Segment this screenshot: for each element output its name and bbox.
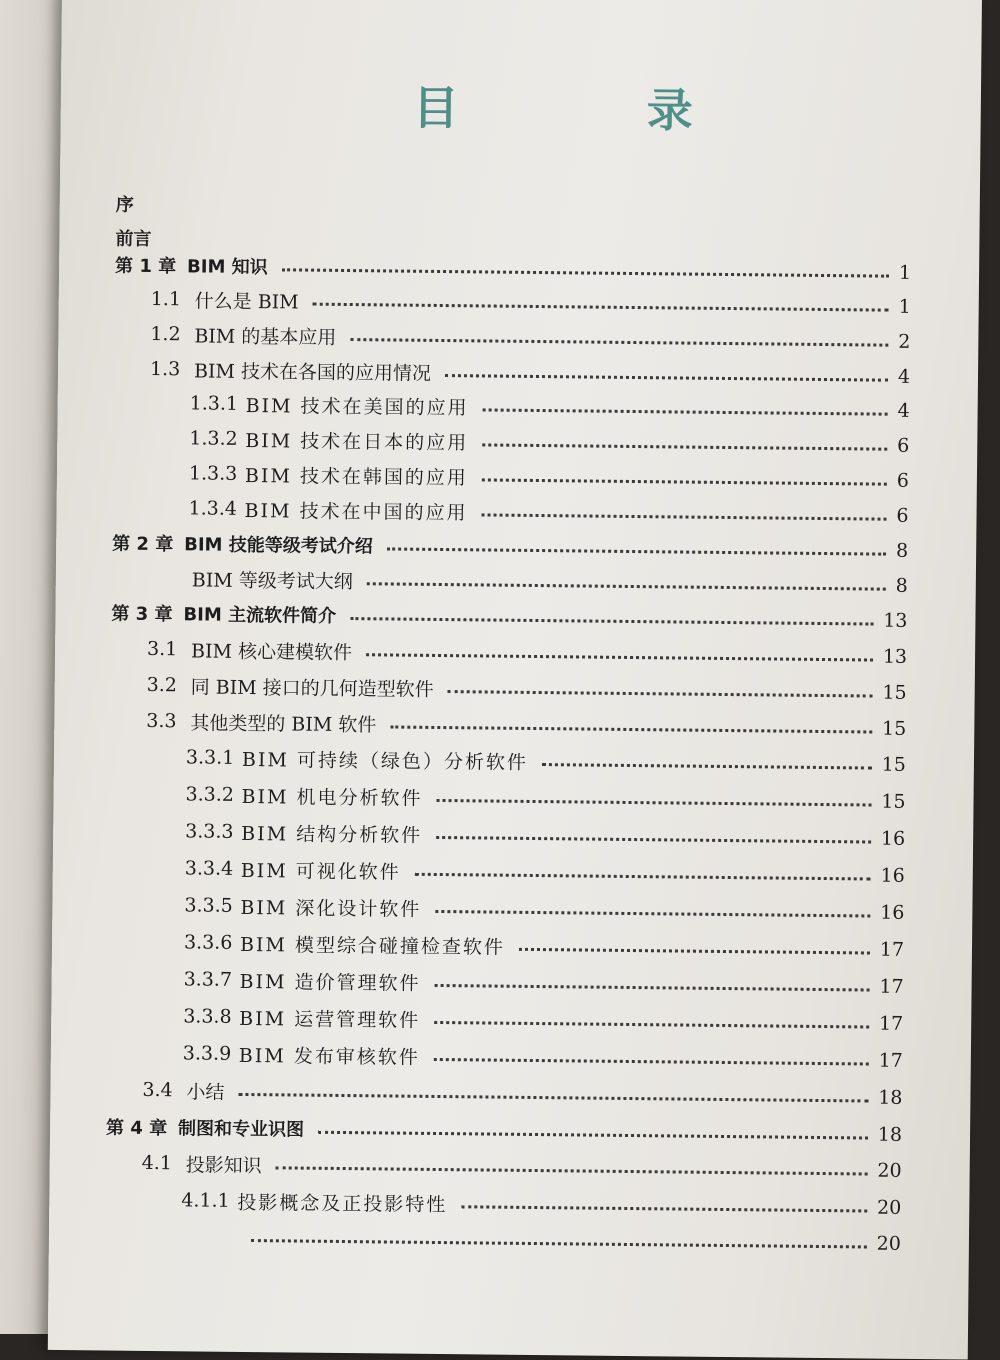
toc-leader-dots <box>350 617 873 625</box>
toc-section-row <box>146 705 906 745</box>
toc-leader-dots <box>436 835 871 843</box>
toc-subsection-row <box>186 741 906 781</box>
toc-number: 3.2 <box>147 674 191 696</box>
toc-entry-title: BIM 深化设计软件 <box>240 892 421 921</box>
toc-section-row <box>142 1147 902 1187</box>
toc-page-number: 8 <box>896 575 908 597</box>
toc-leader-dots <box>435 983 870 991</box>
toc-entry-title: BIM 机电分析软件 <box>241 781 422 810</box>
toc-leader-dots <box>415 872 871 880</box>
toc-subsection-row <box>190 387 910 427</box>
toc-entry-title: BIM 知识 <box>187 252 268 279</box>
toc-leader-dots <box>482 478 887 485</box>
toc-subsection-row <box>189 422 909 462</box>
toc-number: 3.3.2 <box>185 783 241 806</box>
toc-entry-title: BIM 技术在日本的应用 <box>245 425 468 454</box>
toc-section-row <box>147 669 907 709</box>
toc-entry-title: BIM 技术在中国的应用 <box>244 495 467 524</box>
toc-number: 3.3.8 <box>183 1005 239 1028</box>
toc-subsection-row <box>188 492 908 532</box>
front-matter-foreword: 前言 <box>115 225 151 251</box>
toc-number: 3.1 <box>147 638 191 660</box>
toc-entry-title: BIM 主流软件简介 <box>183 600 336 628</box>
toc-entry-title: BIM 造价管理软件 <box>240 966 421 995</box>
toc-entry-title: BIM 的基本应用 <box>194 321 336 349</box>
toc-number: 第 1 章 <box>115 252 187 279</box>
toc-page-number: 8 <box>896 540 908 562</box>
toc-leader-dots <box>435 909 870 917</box>
toc-leader-dots <box>276 1166 868 1175</box>
toc-section-row <box>142 1074 902 1114</box>
toc-page-number: 6 <box>896 505 908 527</box>
toc-chapter-row <box>111 597 907 637</box>
toc-entry-title: BIM 可持续（绿色）分析软件 <box>242 744 528 774</box>
toc-section-row <box>151 283 911 323</box>
toc-entry-title: BIM 核心建模软件 <box>191 636 352 665</box>
toc-entry-title: 投影知识 <box>186 1150 262 1178</box>
toc-entry-title: 制图和专业识图 <box>178 1114 304 1141</box>
toc-number: 3.3.5 <box>184 894 240 917</box>
toc-number: 1.3.3 <box>189 462 245 485</box>
toc-page-number: 15 <box>882 682 906 704</box>
toc-leader-dots <box>387 547 886 555</box>
toc-leader-dots <box>445 374 888 382</box>
toc-leader-dots <box>366 653 873 661</box>
toc-number: 3.4 <box>142 1079 186 1101</box>
toc-page-number: 6 <box>897 470 909 492</box>
toc-subsection-row <box>184 889 904 929</box>
toc-page-number: 1 <box>899 296 911 318</box>
toc-leader-dots <box>482 443 887 450</box>
toc-leader-dots <box>350 338 888 347</box>
toc-page-number: 15 <box>882 754 906 776</box>
toc-leader-dots <box>542 763 872 769</box>
toc-entry-title: BIM 模型综合碰撞检查软件 <box>240 929 505 959</box>
toc-page-number: 13 <box>883 610 907 632</box>
toc-number: 第 3 章 <box>111 600 183 627</box>
toc-entry-title: BIM 等级考试大纲 <box>192 565 353 594</box>
toc-entry-title: BIM 技术在韩国的应用 <box>245 460 468 489</box>
toc-page-number: 6 <box>897 435 909 457</box>
toc-page-number: 15 <box>882 718 906 740</box>
toc-page-number: 16 <box>880 902 904 924</box>
toc-entry-title: 什么是 BIM <box>195 286 299 314</box>
toc-entry-title: BIM 技能等级考试介绍 <box>184 530 373 558</box>
toc-number: 3.3.4 <box>185 857 241 880</box>
toc-number <box>181 1236 237 1237</box>
toc-subsection-row <box>181 1220 901 1260</box>
toc-number: 4.1 <box>142 1152 186 1174</box>
toc-entry-title: BIM 结构分析软件 <box>241 818 422 847</box>
toc-entry-title: BIM 运营管理软件 <box>239 1003 420 1032</box>
toc-page-number: 20 <box>877 1160 901 1182</box>
toc-subsection-row <box>189 457 909 497</box>
toc-number: 4.1.1 <box>181 1189 237 1212</box>
toc-page-number: 17 <box>879 976 903 998</box>
toc-page-number: 17 <box>880 939 904 961</box>
toc-subsection-row <box>183 1000 903 1040</box>
toc-page-number: 17 <box>879 1013 903 1035</box>
toc-number: 1.3.4 <box>188 497 244 520</box>
toc-page-number: 15 <box>881 791 905 813</box>
toc-number: 第 2 章 <box>112 530 184 557</box>
toc-chapter-row <box>106 1111 902 1151</box>
page-title: 目 录 <box>412 72 779 142</box>
toc-number: 3.3.6 <box>184 931 240 954</box>
toc-number: 3.3 <box>146 710 190 732</box>
toc-leader-dots <box>483 408 888 415</box>
toc-page-number: 2 <box>898 331 910 353</box>
toc-subsection-row <box>185 852 905 892</box>
toc-page-number: 4 <box>898 366 910 388</box>
toc-leader-dots <box>251 1239 867 1248</box>
toc-number: 3.3.3 <box>185 820 241 843</box>
toc-leader-dots <box>519 947 870 954</box>
toc-entry-title: BIM 可视化软件 <box>241 855 401 884</box>
toc-number: 1.3.2 <box>189 427 245 450</box>
toc-entry-title: BIM 技术在美国的应用 <box>246 390 469 419</box>
toc-number: 3.3.9 <box>183 1042 239 1065</box>
toc-leader-dots <box>318 1130 868 1139</box>
toc-leader-dots <box>448 690 873 697</box>
toc-leader-dots <box>434 1020 869 1028</box>
toc-leader-dots <box>434 1057 869 1065</box>
toc-entry-title: 投影概念及正投影特性 <box>237 1187 447 1216</box>
toc-number: 1.2 <box>150 323 194 345</box>
toc-leader-dots <box>436 798 871 806</box>
toc-number: 1.3 <box>150 358 194 380</box>
toc-page-number: 20 <box>877 1233 901 1255</box>
toc-leader-dots <box>461 1205 867 1212</box>
toc-entry-title: BIM 技术在各国的应用情况 <box>194 356 431 385</box>
toc-entry-title: 其他类型的 BIM 软件 <box>190 708 376 737</box>
toc-number: 3.3.7 <box>184 968 240 991</box>
toc-leader-dots <box>282 268 889 277</box>
toc-section-row <box>147 633 907 673</box>
toc-page-number: 16 <box>880 865 904 887</box>
toc-page-number: 17 <box>879 1050 903 1072</box>
toc-subsection-row <box>185 778 905 818</box>
toc-section-row <box>148 562 908 602</box>
toc-subsection-row <box>183 963 903 1003</box>
ghost-text: ​ <box>10 60 81 94</box>
toc-page-number: 20 <box>877 1197 901 1219</box>
toc-section-row <box>150 353 910 393</box>
toc-leader-dots <box>313 302 889 311</box>
toc-number: 1.1 <box>151 288 195 310</box>
toc-entry-title: 同 BIM 接口的几何造型软件 <box>191 672 434 702</box>
toc-page-number: 4 <box>897 400 909 422</box>
toc-page <box>48 0 982 1360</box>
toc-entry-title: BIM 发布审核软件 <box>239 1040 420 1069</box>
toc-page-number: 18 <box>878 1124 902 1146</box>
toc-leader-dots <box>238 1092 868 1102</box>
toc-section-row <box>150 318 910 358</box>
toc-number: 第 4 章 <box>106 1114 178 1141</box>
toc-subsection-row <box>185 815 905 855</box>
toc-subsection-row <box>184 926 904 966</box>
toc-subsection-row <box>183 1037 903 1077</box>
toc-page-number: 13 <box>883 646 907 668</box>
toc-leader-dots <box>481 513 886 520</box>
front-matter-preface: 序 <box>116 191 134 217</box>
toc-leader-dots <box>390 725 872 733</box>
toc-number: 1.3.1 <box>190 392 246 415</box>
toc-number: 3.3.1 <box>186 746 242 769</box>
toc-chapter-row <box>112 527 908 567</box>
toc-page-number: 16 <box>881 828 905 850</box>
toc-page-number: 1 <box>899 262 911 284</box>
toc-page-number: 18 <box>878 1087 902 1109</box>
toc-leader-dots <box>367 582 886 590</box>
toc-subsection-row <box>181 1184 901 1224</box>
toc-entry-title: 小结 <box>186 1077 224 1104</box>
